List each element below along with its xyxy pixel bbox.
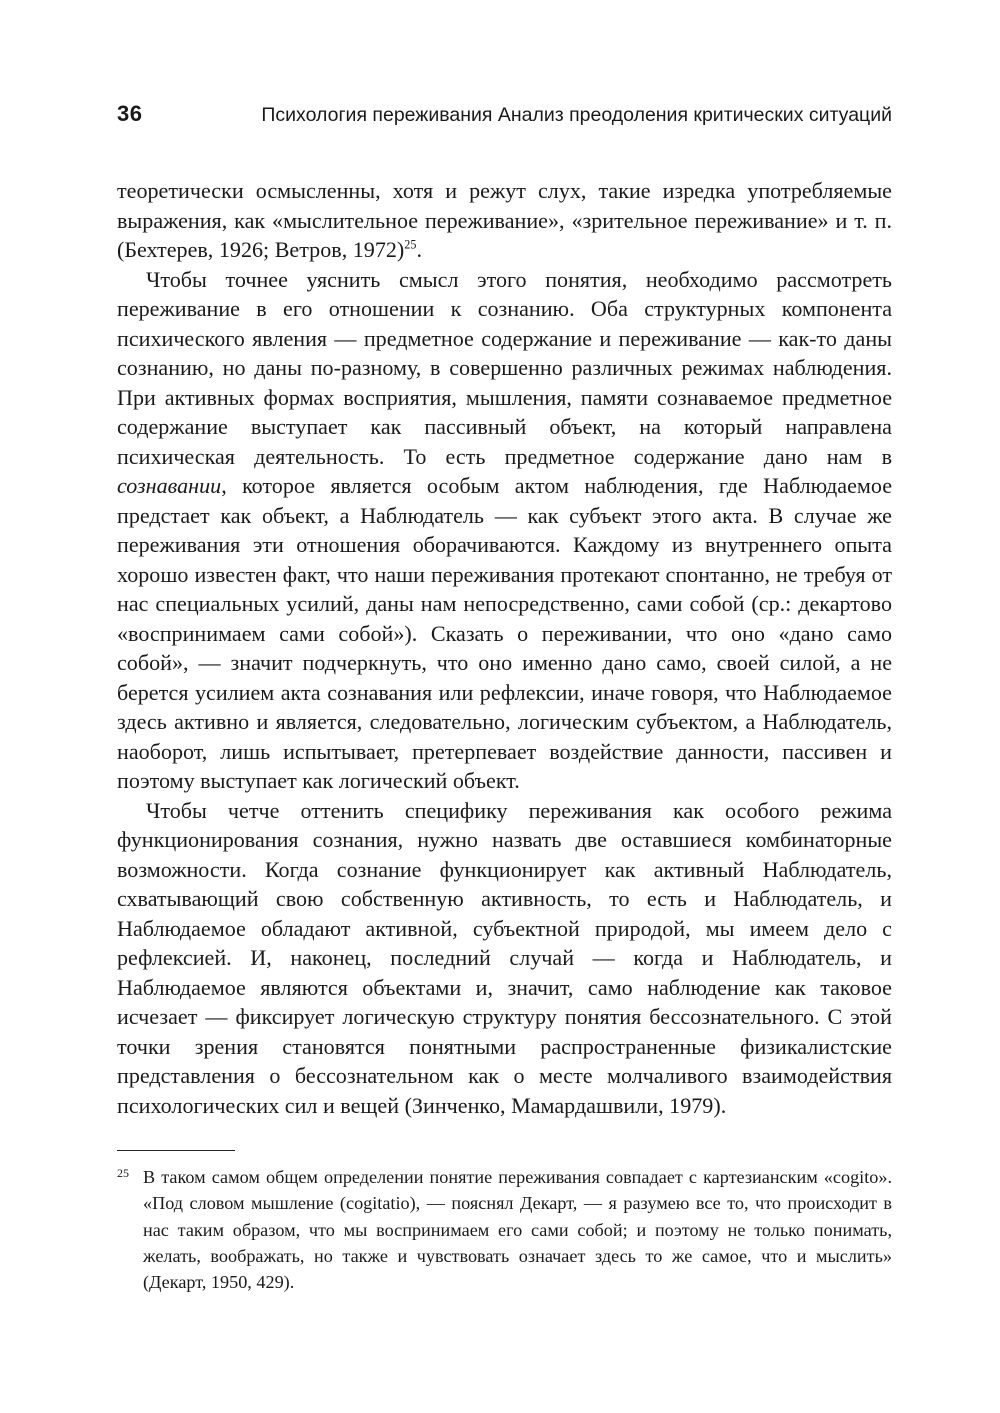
paragraph-2-end: , которое является особым актом наблюдения, где Наблюдаемое предстает как объект, а Наблюдатель — как субъект этого акта. В случае же переживания эти отношения оборачиваются. Каждому из внутреннего опыта хорошо известен факт, что наши переживания протекают спонтанно, не требуя от нас специальных усилий, даны нам непосредственно, сами собой (ср.: декартово «воспринимаем сами собой»). Сказать о переживании, что оно «дано само собой», — значит подчеркнуть, что оно именно дано само, своей силой, а не берется усилием акта сознавания или рефлексии, иначе говоря, что Наблюдаемое здесь активно и является, следовательно, логическим субъектом, а Наблюдатель, наоборот, лишь испытывает, претерпевает воздействие данности, пассивен и поэтому выступает как логический объект. xyxy=(117,473,892,793)
footnote-marker: 25 xyxy=(117,1166,129,1180)
footnote-block xyxy=(117,1164,892,1295)
paragraph-3: Чтобы четче оттенить специфику переживания как особого режима функционирования сознания, нужно назвать две оставшиеся комбинаторные возможности. Когда сознание функционирует как активный Наблюдатель, схватывающий свою собственную активность, то есть и Наблюдатель, и Наблюдаемое обладают активной, субъектной природой, мы имеем дело с рефлексией. И, наконец, последний случай — когда и Наблюдатель, и Наблюдаемое являются объектами и, значит, само наблюдение как таковое исчезает — фиксирует логическую структуру понятия бессознательного. С этой точки зрения становятся понятными распространенные физикалистские представления о бессознательном как о месте молчаливого взаимодействия психологических сил и вещей (Зинченко, Мамардашвили, 1979). xyxy=(117,797,892,1118)
footnote-reference: 25 xyxy=(404,237,417,252)
paragraph-1 xyxy=(117,176,892,265)
footnote-25 xyxy=(117,1164,892,1295)
main-text xyxy=(117,176,892,1120)
paragraph-2-start: Чтобы точнее уяснить смысл этого понятия, необходимо рассмотреть переживание в его отношении к сознанию. Оба структурных компонента психического явления — предметное содержание и переживание — как-то даны сознанию, но даны по-разному, в совершенно различных режимах наблюдения. При активных формах восприятия, мышления, памяти сознаваемое предметное содержание выступает как пассивный объект, на который направлена психическая деятельность. То есть предметное содержание дано нам в xyxy=(117,266,892,469)
page-number: 36 xyxy=(117,101,143,126)
footnote-text: В таком самом общем определении понятие переживания совпадает с картезианским «cogito». «Под словом мышление (cogitatio), — пояснял Декарт, — я разумею все то, что происходит в нас таким образом, что мы воспринимаем его сами собой; и поэтому не только понимать, желать, воображать, но также и чувствовать означает здесь то же самое, что и мыслить» (Декарт, 1950, 429). xyxy=(143,1167,892,1293)
running-title: Психология переживания Анализ преодоления критических ситуаций xyxy=(261,104,892,126)
paragraph-2 xyxy=(117,265,892,796)
footnote-divider xyxy=(117,1150,235,1151)
paragraph-1-text: теоретически осмысленны, хотя и режут слух, такие изредка употребляемые выражения, как «мыслительное переживание», «зрительное переживание» и т. п. (Бехтерев, 1926; Ветров, 1972) xyxy=(117,178,892,262)
paragraph-1-end: . xyxy=(416,237,422,262)
page-header xyxy=(117,101,892,141)
italic-term: сознавании xyxy=(117,473,222,498)
